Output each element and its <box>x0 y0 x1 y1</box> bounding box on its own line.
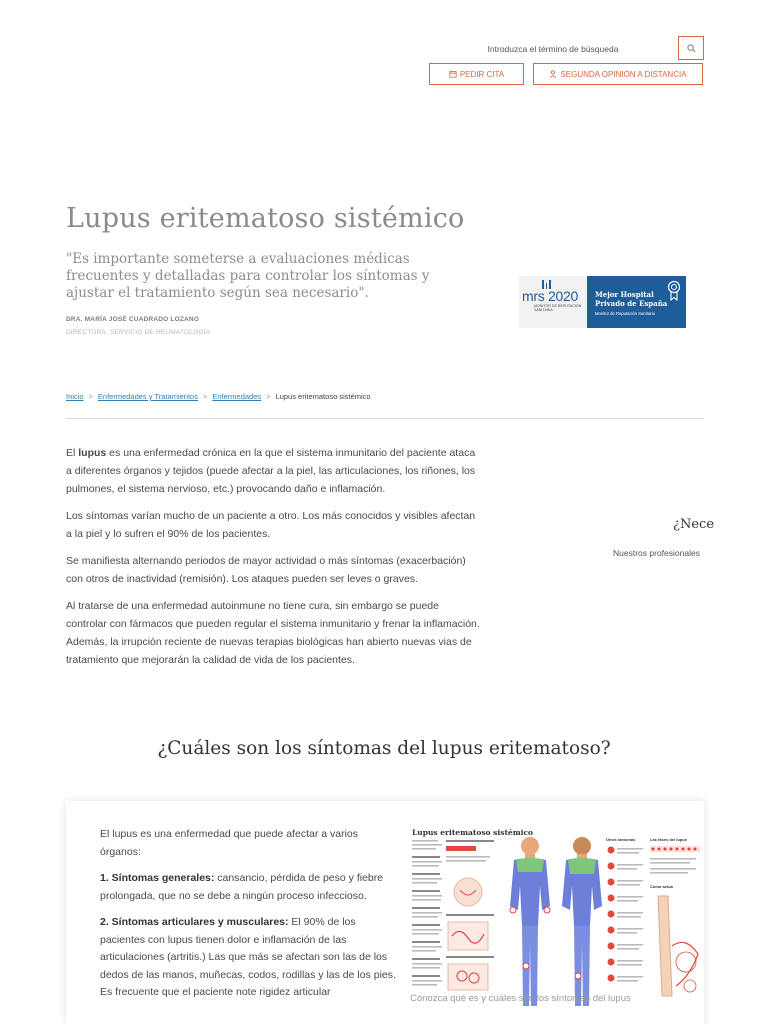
infographic-other-symptoms <box>606 837 643 982</box>
search-input[interactable] <box>428 36 678 62</box>
search-bar <box>428 36 704 62</box>
page-title: Lupus eritematoso sistémico <box>66 203 465 234</box>
body-figure-back <box>562 837 602 1006</box>
infographic-col3-subtitle: Cómo actúa <box>650 884 673 889</box>
intro-paragraph: Al tratarse de una enfermedad autoinmune no tiene cura, sin embargo se puede controlar con fármacos que pueden regular el sistema inmunitario y frenar la inflamación. Además, la irrupción reciente de nuevas terapias biológicas han abierto nuevas vias de tratamiento que mejorarán la calidad de vida de los pacientes. <box>66 600 480 666</box>
mrs-logo <box>519 276 587 328</box>
divider <box>66 418 704 419</box>
symptoms-section-title: ¿Cuáles son los síntomas del lupus eritematoso? <box>157 738 611 759</box>
pedir-cita-button[interactable] <box>429 63 524 85</box>
award-text-panel <box>587 276 686 328</box>
infographic-left-column <box>412 840 442 986</box>
breadcrumb-link-inicio[interactable]: Inicio <box>66 392 84 401</box>
infographic-detail-column <box>446 840 494 990</box>
symptoms-card <box>66 801 704 1024</box>
segunda-opinion-button[interactable] <box>533 63 703 85</box>
body-figure-front <box>510 837 550 1006</box>
breadcrumb-separator: > <box>202 392 208 401</box>
intro-paragraph: Los síntomas varían mucho de un paciente a otro. Los más conocidos y visibles afectan a la piel y lo sufren el 90% de los pacientes. <box>66 510 476 540</box>
mrs-logo-subtitle: MONITOR DE REPUTACIÓN SANITARIA <box>534 304 582 312</box>
doctor-quote: "Es importante someterse a evaluaciones médicas frecuentes y detalladas para controlar los síntomas y ajustar el tratamiento según sea necesario". <box>66 251 430 301</box>
breadcrumb-separator: > <box>88 392 93 401</box>
calendar-icon <box>449 70 457 78</box>
infographic-title: Lupus eritematoso sistémico <box>412 828 534 837</box>
sidebar-cta-text: Nuestros profesionales <box>613 548 700 558</box>
award-description: Monitor de Reputación Sanitaria <box>595 311 655 316</box>
symptoms-intro: El lupus es una enfermedad que puede afectar a varios órganos: <box>100 828 359 858</box>
infographic-col3-title: Las fases del lupus <box>650 837 687 842</box>
breadcrumb <box>66 392 371 401</box>
search-icon <box>687 44 696 53</box>
symptom-item: 2. Síntomas articulares y musculares: El 90% de los pacientes con lupus tienen dolor e inflamación de las articulaciones (artritis.) Las que más se afectan son las de los dedos de las manos, muñecas, codos, rodillas y las de los pies. Es frecuente que el paciente note rigidez articular <box>100 916 396 998</box>
breadcrumb-link-enfermedades[interactable]: Enfermedades <box>212 392 262 401</box>
symptom-item: 1. Síntomas generales: cansancio, pérdida de peso y fiebre prolongada, que no se debe a ningún proceso infeccioso. <box>100 872 384 902</box>
search-button[interactable] <box>678 36 704 60</box>
sidebar-cta-title: ¿Nece <box>673 517 715 532</box>
breadcrumb-link-enfermedades-tratamientos[interactable]: Enfermedades y Tratamientos <box>97 392 198 401</box>
intro-text <box>66 444 482 678</box>
infographic-lupus-phases <box>650 837 700 996</box>
mrs-logo-text: mrs 2020 <box>522 288 578 304</box>
intro-paragraph: El lupus es una enfermedad crónica en la que el sistema inmunitario del paciente ataca a diferentes órganos y tejidos (puede afectar a la piel, las articulaciones, los riñones, los pulmones, el sistema nervioso, etc.) provocando daño e inflamación. <box>66 447 476 495</box>
breadcrumb-separator: > <box>266 392 271 401</box>
breadcrumb-current: Lupus eritematoso sistémico <box>275 392 371 401</box>
intro-paragraph: Se manifiesta alternando periodos de mayor actividad o más síntomas (exacerbación) con otros de inactividad (remisión). Los ataques pueden ser leves o graves. <box>66 555 466 585</box>
infographic-caption: Conozca qué es y cuáles son los síntomas del lupus <box>410 993 631 1004</box>
medal-icon <box>667 280 681 302</box>
quote-author-role: DIRECTORA, SERVICIO DE REUMATOLOGÍA <box>66 329 211 336</box>
doctor-icon <box>549 70 557 78</box>
symptoms-text <box>100 826 396 1011</box>
pedir-cita-label: PEDIR CITA <box>459 69 505 79</box>
award-title: Mejor Hospital Privado de España <box>595 290 668 308</box>
segunda-opinion-label: SEGUNDA OPINIÓN A DISTANCIA <box>560 69 687 79</box>
quote-author-name: DRA. MARÍA JOSÉ CUADRADO LOZANO <box>66 316 200 323</box>
infographic-col2-title: Otros síntomas <box>606 837 636 842</box>
award-badge <box>519 276 686 328</box>
